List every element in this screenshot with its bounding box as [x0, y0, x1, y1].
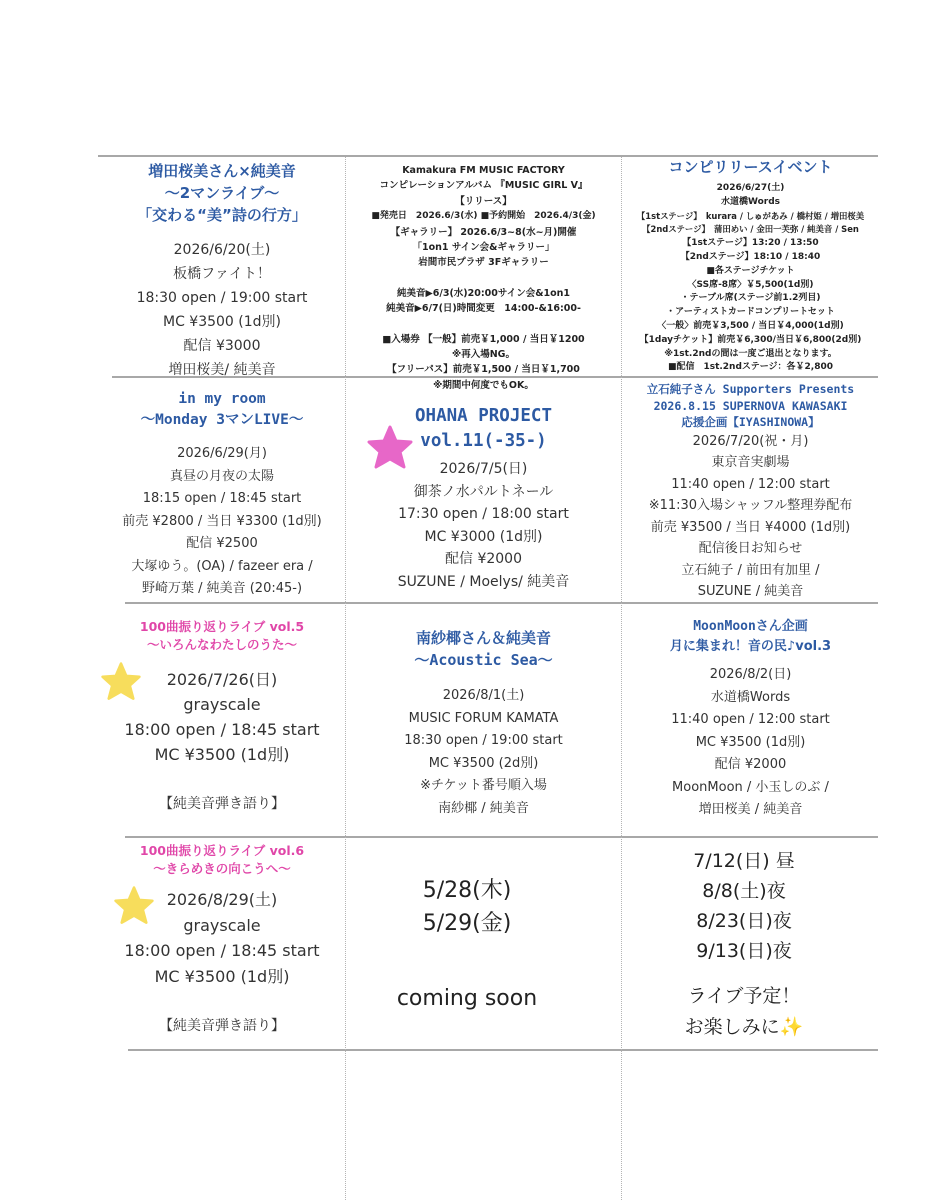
spacer [100, 767, 344, 792]
stage1-time: 【1stステージ】13:20 / 13:50 [682, 238, 819, 249]
sign-event-1: 純美音▶6/3(水)20:00サイン会&1on1 [396, 287, 571, 299]
event-time: 18:00 open / 18:45 start [124, 941, 320, 960]
event-title: 100曲振り返りライブ vol.5 [139, 619, 305, 634]
event-price: MC ¥3500 (1d別) [162, 314, 281, 330]
event-performers: 増田桜美 / 純美音 [698, 802, 803, 817]
event-performers: 大塚ゆう。(OA) / fazeer era / [131, 558, 313, 574]
event-subtitle: 〜Monday 3マンLIVE〜 [140, 412, 304, 428]
event-time: 11:40 open / 12:00 start [671, 712, 830, 727]
event-note: ※11:30入場シャッフル整理券配布 [648, 498, 853, 513]
event-venue: 御茶ノ水パルトネール [413, 483, 554, 500]
event-price: 前売 ¥3500 / 当日 ¥4000 (1d別) [650, 519, 851, 535]
event-cell-100songs-vol5 [100, 618, 344, 817]
event-venue: 板橋ファイト！ [173, 266, 271, 282]
event-performers: 増田桜美/ 純美音 [168, 362, 276, 378]
event-title: コンピリリースイベント [668, 158, 833, 176]
album-title: コンピレーションアルバム 『MUSIC GIRL Ⅴ』 [379, 180, 588, 192]
row-divider-3 [125, 836, 878, 838]
event-venue: 東京音実劇場 [711, 455, 790, 470]
column-divider-1 [345, 157, 346, 1200]
event-venue: 水道橋Words [710, 689, 791, 705]
stream-price: ■配信 1st.2ndステージ：各￥2,800 [667, 362, 834, 373]
event-title: in my room [178, 391, 266, 407]
event-time: 17:30 open / 18:00 start [398, 506, 569, 522]
event-subtitle: 「交わる“美”詩の行方」 [137, 206, 307, 224]
event-venue: grayscale [183, 695, 261, 714]
event-price: MC ¥3500 (1d別) [695, 734, 806, 750]
spacer [347, 317, 620, 332]
event-cell-in-my-room [100, 389, 344, 601]
ticket-freepass: 【フリーパス】前売￥1,500 / 当日￥1,700 [387, 364, 580, 376]
sign-event-2: 純美音▶6/7(日)時間変更 14:00-&16:00- [386, 303, 581, 315]
ticket-general: 〈一般〉前売￥3,500 / 当日￥4,000(1d別) [657, 320, 844, 331]
event-title: OHANA PROJECT [415, 406, 552, 426]
event-time: 11:40 open / 12:00 start [671, 476, 830, 492]
ticket-ss-perk-2: ・アーティストカードコンプリートセット [666, 307, 835, 318]
event-performers: SUZUNE / Moelys/ 純美音 [397, 573, 570, 590]
event-subtitle: 〜2マンライブ〜 [164, 184, 280, 202]
event-cell-compilation-event [623, 157, 878, 375]
ticket-note: ※再入場NG。 [452, 349, 515, 361]
event-price: MC ¥3000 (1d別) [424, 528, 543, 545]
upcoming-date: 8/8(土)夜 [702, 880, 786, 902]
event-performers: 野崎万葉 / 純美音 (20:45-) [141, 581, 303, 596]
event-performers: 立石純子 / 前田有加里 / [681, 562, 820, 578]
event-date: 2026/6/27(土) [716, 183, 785, 193]
event-time: 18:30 open / 19:00 start [404, 733, 563, 748]
event-subtitle: 応援企画【IYASHINOWA】 [681, 415, 820, 429]
ticket-1day: 【1dayチケット】前売￥6,300/当日￥6,800(2d別) [639, 334, 862, 345]
event-cell-masuda-2man [100, 160, 344, 382]
release-dates: ■発売日 2026.6/3(水) ■予約開始 2026.4/3(金) [371, 211, 596, 222]
gallery-venue: 岩間市民プラザ 3Fギャラリー [418, 257, 549, 269]
event-price: 前売 ¥2800 / 当日 ¥3300 (1d別) [122, 513, 322, 529]
event-subtitle: 〜きらめきの向こうへ〜 [153, 861, 291, 876]
ticket-ss: 〈SS席-8席〉￥5,500(1d別) [687, 279, 814, 290]
column-divider-2 [621, 157, 622, 1200]
tba-date: 5/28(木) [422, 878, 512, 903]
event-date: 2026/7/20(祝・月) [692, 433, 809, 449]
event-venue: 水道橋Words [720, 196, 781, 207]
spacer [100, 989, 344, 1014]
spacer [347, 271, 620, 286]
event-note: ※チケット番号順入場 [420, 778, 547, 793]
event-stream-price: 配信 ¥2500 [186, 536, 258, 551]
event-venue: grayscale [183, 915, 261, 935]
ticket-note: ※1st.2ndの間は一度ご退出となります。 [664, 348, 837, 359]
event-subtitle: 2026.8.15 SUPERNOVA KAWASAKI [653, 398, 848, 413]
event-cell-100songs-vol6 [100, 842, 344, 1040]
tba-date: 5/29(金) [422, 911, 512, 936]
event-subtitle: 〜いろんなわたしのうた〜 [146, 637, 297, 652]
event-price: MC ¥3500 (1d別) [154, 745, 290, 764]
event-title: 増田桜美さん×純美音 [148, 162, 296, 180]
event-note: 【純美音弾き語り】 [159, 796, 285, 812]
upcoming-note: ライブ予定！ [687, 985, 801, 1007]
event-subtitle: vol.11(-35-) [420, 431, 547, 451]
upcoming-note: お楽しみに✨ [684, 1016, 804, 1038]
ticket-ss-perk-1: ・テーブル席(ステージ前1.2列目) [680, 293, 821, 304]
stage2-lineup: 【2ndステージ】 蒲田めい / 金田一芙弥 / 純美音 / Sen [642, 224, 859, 235]
upcoming-date: 8/23(日)夜 [696, 910, 792, 932]
event-stream-price: 配信 ¥2000 [445, 551, 522, 567]
event-performers: SUZUNE / 純美音 [697, 584, 804, 599]
event-subtitle: 〜Acoustic Sea〜 [414, 651, 553, 669]
ticket-general: ■入場券 【一般】前売￥1,000 / 当日￥1200 [382, 333, 585, 345]
event-cell-coming-soon [347, 874, 587, 1015]
event-subtitle: 月に集まれ！音の民♪vol.3 [669, 639, 832, 654]
event-cell-moonmoon [623, 617, 878, 822]
event-date: 2026/7/5(日) [439, 461, 528, 477]
event-venue: 真昼の月夜の太陽 [169, 468, 274, 484]
upcoming-date: 9/13(日)夜 [696, 940, 792, 962]
event-venue: MUSIC FORUM KAMATA [408, 710, 559, 726]
event-performers: 南紗椰 / 純美音 [438, 800, 529, 816]
event-stream-price: 配信 ¥3000 [183, 338, 261, 354]
event-cell-ohana-project [347, 404, 620, 593]
ticket-freepass-note: ※期間中何度でもOK。 [433, 379, 534, 391]
release-label: Kamakura FM MUSIC FACTORY [402, 165, 565, 176]
upcoming-date: 7/12(日) 昼 [693, 850, 795, 872]
event-time: 18:15 open / 18:45 start [142, 491, 302, 506]
event-cell-upcoming-dates [623, 846, 865, 1043]
event-date: 2026/8/1(土) [442, 688, 525, 703]
event-stream-note: 配信後日お知らせ [698, 541, 803, 556]
event-stream-price: 配信 ¥2000 [714, 757, 787, 772]
stage2-time: 【2ndステージ】18:10 / 18:40 [680, 251, 821, 262]
event-date: 2026/6/29(月) [177, 446, 267, 461]
release-heading: 【リリース】 [455, 195, 512, 207]
event-performers: MoonMoon / 小玉しのぶ / [672, 779, 829, 795]
event-title: 南紗椰さん＆純美音 [415, 629, 551, 647]
event-cell-iyashinowa [623, 381, 878, 603]
event-title: MoonMoonさん企画 [693, 619, 808, 634]
event-time: 18:00 open / 18:45 start [124, 720, 320, 739]
event-price: MC ¥3500 (2d別) [428, 755, 539, 771]
event-cell-acoustic-sea [347, 627, 620, 820]
event-price: MC ¥3500 (1d別) [154, 966, 290, 986]
event-note: 【純美音弾き語り】 [159, 1018, 285, 1034]
event-time: 18:30 open / 19:00 start [136, 290, 308, 306]
event-title: 立石純子さん Supporters Presents [646, 382, 855, 396]
event-date: 2026/6/20(土) [173, 242, 271, 258]
coming-soon-text: coming soon [396, 986, 538, 1011]
bottom-rule [128, 1049, 878, 1051]
event-date: 2026/8/2(日) [709, 667, 792, 682]
event-cell-compilation-release [347, 163, 620, 393]
event-title: 100曲振り返りライブ vol.6 [139, 843, 305, 858]
event-date: 2026/8/29(土) [166, 890, 278, 909]
event-date: 2026/7/26(日) [166, 670, 278, 689]
ticket-heading: ■各ステージチケット [706, 265, 795, 276]
gallery-event: 「1on1 サイン会&ギャラリー」 [412, 242, 555, 254]
stage1-lineup: 【1stステージ】 kurara / しゅがあみ / 橋村姫 / 増田桜美 [636, 210, 865, 221]
gallery-dates: 【ギャラリー】 2026.6/3~8(水~月)開催 [390, 226, 577, 238]
